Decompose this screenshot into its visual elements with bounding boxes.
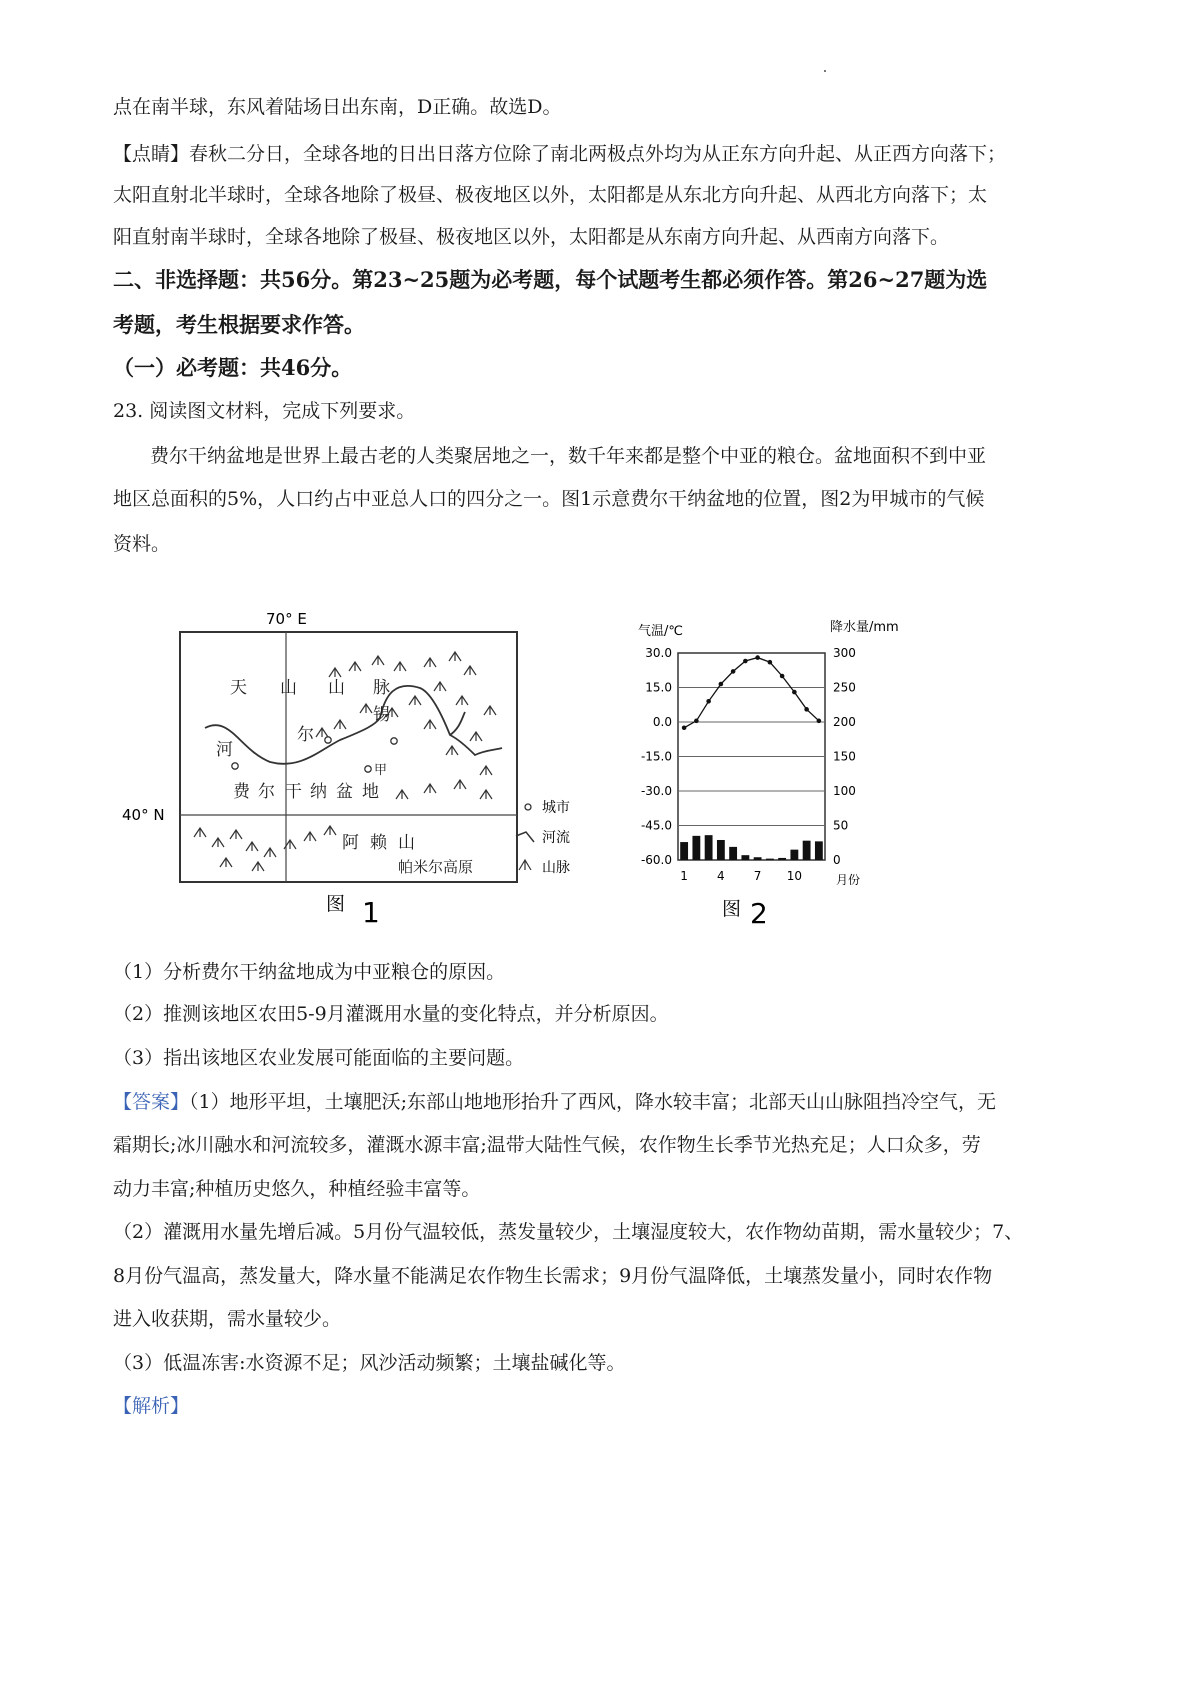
city-marker	[391, 738, 397, 744]
month-tick-label: 4	[717, 869, 725, 883]
temp-point	[792, 690, 797, 695]
dianjing-line-3: 阳直射南半球时，全球各地除了极昼、极夜地区以外，太阳都是从东南方向升起、从西南方向落下。	[113, 226, 950, 248]
mountain-symbol	[484, 706, 496, 715]
mountain-symbol	[424, 658, 436, 667]
mountain-symbol	[264, 848, 276, 857]
mountain-symbol	[220, 858, 232, 867]
precip-tick-label: 100	[833, 784, 856, 798]
answer-tag: 【答案】	[113, 1091, 190, 1113]
mountain-symbol	[409, 696, 421, 705]
temp-point	[743, 659, 748, 664]
mountain-symbol	[449, 652, 461, 661]
label-shan: 山	[280, 678, 297, 698]
label-he: 河	[216, 740, 233, 760]
mountain-symbol	[424, 720, 436, 729]
legend-river-label: 河流	[542, 830, 570, 846]
dianjing-line-1	[113, 142, 1103, 166]
month-ticks	[680, 869, 802, 883]
question-23-title: 23. 阅读图文材料，完成下列要求。	[113, 400, 416, 422]
temp-point	[706, 699, 711, 704]
label-pamir: 帕米尔高原	[398, 858, 474, 876]
river-path	[205, 686, 502, 764]
dianjing-line-2: 太阳直射北半球时，全球各地除了极昼、极夜地区以外，太阳都是从东北方向升起、从西北方向落下；太	[113, 184, 988, 206]
mountain-symbol	[304, 832, 316, 841]
longitude-label: 70° E	[266, 610, 307, 628]
precip-bar	[717, 840, 725, 860]
precip-bar	[766, 859, 774, 860]
mountain-symbol	[434, 682, 446, 691]
answer-line-4: （2）灌溉用水量先增后减。5月份气温较低，蒸发量较少，土壤湿度较大，农作物幼苗期，需水量较少；7、	[113, 1221, 1024, 1243]
section-heading-2: 考题，考生根据要求作答。	[113, 312, 365, 337]
section-heading-1: 二、非选择题：共56分。第23~25题为必考题，每个试题考生都必须作答。第26~27题为选	[113, 267, 988, 292]
mountain-symbol	[316, 728, 328, 737]
precip-bar	[705, 835, 713, 860]
temp-point	[755, 655, 760, 660]
precip-bar	[790, 850, 798, 860]
precip-tick-label: 0	[833, 853, 841, 867]
temp-tick-label: 0.0	[652, 715, 672, 729]
label-shan2: 山	[328, 678, 345, 698]
legend-mountain-label: 山脉	[542, 860, 570, 876]
temp-point	[682, 725, 687, 730]
latitude-label: 40° N	[122, 806, 165, 824]
mountain-symbol	[230, 830, 242, 839]
mountain-symbol	[394, 662, 406, 671]
city-marker	[325, 737, 331, 743]
label-pen: 盆	[336, 782, 353, 802]
mountain-symbol	[334, 720, 346, 729]
temp-point	[780, 674, 785, 679]
sub-question-3: （3）指出该地区农业发展可能面临的主要问题。	[113, 1047, 525, 1069]
figure-2-caption-num: 2	[750, 897, 768, 930]
dianjing-text: 春秋二分日，全球各地的日出日落方位除了南北两极点外均为从正东方向升起、从正西方向落下；	[189, 143, 1007, 165]
precip-axis-title: 降水量/mm	[830, 620, 899, 635]
mountain-symbol	[372, 656, 384, 665]
temp-axis-title: 气温/℃	[638, 624, 683, 639]
temp-point	[817, 719, 822, 724]
sub-question-2: （2）推测该地区农田5-9月灌溉用水量的变化特点，并分析原因。	[113, 1003, 669, 1025]
mountain-symbol	[424, 784, 436, 793]
mountain-symbol	[246, 842, 258, 851]
figure-2-climate-chart	[630, 605, 930, 930]
precip-bar	[778, 858, 786, 860]
precip-tick-label: 150	[833, 749, 856, 764]
answer-text-1: （1）地形平坦，土壤肥沃;东部山地地形抬升了西风，降水较丰富；北部天山山脉阻挡冷空气，无	[189, 1091, 997, 1113]
precip-bar	[815, 841, 823, 860]
legend-mountain-icon	[519, 860, 531, 870]
city-marker	[232, 763, 238, 769]
precip-tick-label: 50	[833, 818, 849, 833]
chart-grid	[678, 653, 825, 860]
city-marker-jia	[365, 766, 371, 772]
temp-point	[719, 682, 724, 687]
temp-tick-label: -30.0	[640, 784, 672, 798]
precip-tick-label: 250	[833, 680, 856, 695]
label-di: 地	[362, 782, 379, 802]
material-line-1: 费尔干纳盆地是世界上最古老的人类聚居地之一，数千年来都是整个中亚的粮仓。盆地面积不到中亚	[150, 445, 987, 467]
answer-line-5: 8月份气温高，蒸发量大，降水量不能满足农作物生长需求；9月份气温降低，土壤蒸发量小，同时农作物	[113, 1265, 993, 1287]
precip-bar	[729, 847, 737, 860]
temp-point	[768, 660, 773, 665]
section-subheading: （一）必考题：共46分。	[113, 355, 353, 380]
scan-speck	[824, 70, 826, 72]
prev-answer-line: 点在南半球，东风着陆场日出东南，D正确。故选D。	[113, 96, 562, 118]
precip-tick-label: 200	[833, 715, 856, 729]
mountain-symbol	[252, 862, 264, 871]
temp-tick-label: 30.0	[645, 646, 672, 660]
label-tian: 天	[230, 678, 247, 698]
mountain-symbol	[324, 826, 336, 835]
mountain-symbol	[396, 790, 408, 799]
label-lai: 赖	[370, 833, 387, 853]
mountain-symbol	[480, 766, 492, 775]
mountain-symbol	[454, 780, 466, 789]
mountain-symbol	[456, 696, 468, 705]
month-tick-label: 1	[680, 869, 688, 883]
mountain-symbol	[470, 732, 482, 741]
precip-ticks	[833, 646, 856, 867]
temp-ticks	[641, 646, 672, 867]
analysis-tag: 【解析】	[113, 1395, 190, 1417]
temp-tick-label: -45.0	[640, 818, 672, 833]
temp-curve	[684, 658, 819, 728]
label-gan: 干	[285, 782, 302, 802]
answer-line-1	[113, 1090, 1103, 1114]
figure-2-caption-label: 图	[722, 898, 742, 920]
label-shan3: 山	[398, 833, 415, 853]
sub-question-1: （1）分析费尔干纳盆地成为中亚粮仓的原因。	[113, 961, 506, 983]
label-fei: 费	[233, 782, 250, 802]
precip-bar	[741, 855, 749, 860]
temp-tick-label: 15.0	[645, 680, 672, 695]
figure-1-caption-label: 图	[326, 893, 346, 915]
temp-point	[694, 719, 699, 724]
material-line-2: 地区总面积的5%，人口约占中亚总人口的四分之一。图1示意费尔干纳盆地的位置，图2为甲城市的气候	[113, 488, 985, 510]
label-xi: 锡	[373, 705, 390, 725]
precip-bar	[680, 842, 688, 860]
temp-line	[682, 655, 821, 730]
answer-line-3: 动力丰富;种植历史悠久，种植经验丰富等。	[113, 1178, 481, 1200]
temp-tick-label: -60.0	[640, 853, 672, 867]
label-er: 尔	[297, 725, 314, 745]
precip-bars	[680, 835, 823, 860]
label-jia: 甲	[374, 763, 388, 778]
answer-line-6: 进入收获期，需水量较少。	[113, 1308, 342, 1330]
mountain-symbol	[329, 668, 341, 677]
temp-tick-label: -15.0	[640, 749, 672, 764]
legend-city-icon	[525, 804, 531, 810]
legend-city-label: 城市	[542, 800, 570, 816]
mountain-symbol	[480, 790, 492, 799]
dianjing-tag: 【点睛】	[113, 143, 190, 165]
month-tick-label: 10	[786, 869, 803, 883]
label-mai: 脉	[373, 678, 390, 698]
x-axis-unit: 月份	[836, 873, 861, 887]
mountain-symbol	[212, 838, 224, 847]
temp-point	[731, 669, 736, 674]
precip-bar	[803, 841, 811, 860]
label-na: 纳	[310, 782, 327, 802]
figure-1-map	[122, 600, 570, 930]
precip-bar	[692, 836, 700, 860]
precip-bar	[754, 857, 762, 860]
answer-line-7: （3）低温冻害:水资源不足；风沙活动频繁；土壤盐碱化等。	[113, 1352, 626, 1374]
mountain-symbol	[360, 704, 372, 713]
mountain-symbol	[194, 828, 206, 837]
legend-river-icon	[516, 832, 534, 842]
label-a: 阿	[342, 833, 359, 853]
answer-line-2: 霜期长;冰川融水和河流较多，灌溉水源丰富;温带大陆性气候，农作物生长季节光热充足；人口众多，劳	[113, 1134, 981, 1156]
precip-tick-label: 300	[833, 646, 856, 660]
material-line-3: 资料。	[113, 533, 171, 555]
month-tick-label: 7	[753, 869, 762, 883]
temp-point	[804, 707, 809, 712]
figure-1-caption-num: 1	[362, 896, 380, 929]
mountain-symbol	[464, 666, 476, 675]
label-er2: 尔	[258, 782, 275, 802]
mountain-symbol	[446, 746, 458, 755]
mountain-symbol	[349, 662, 361, 671]
